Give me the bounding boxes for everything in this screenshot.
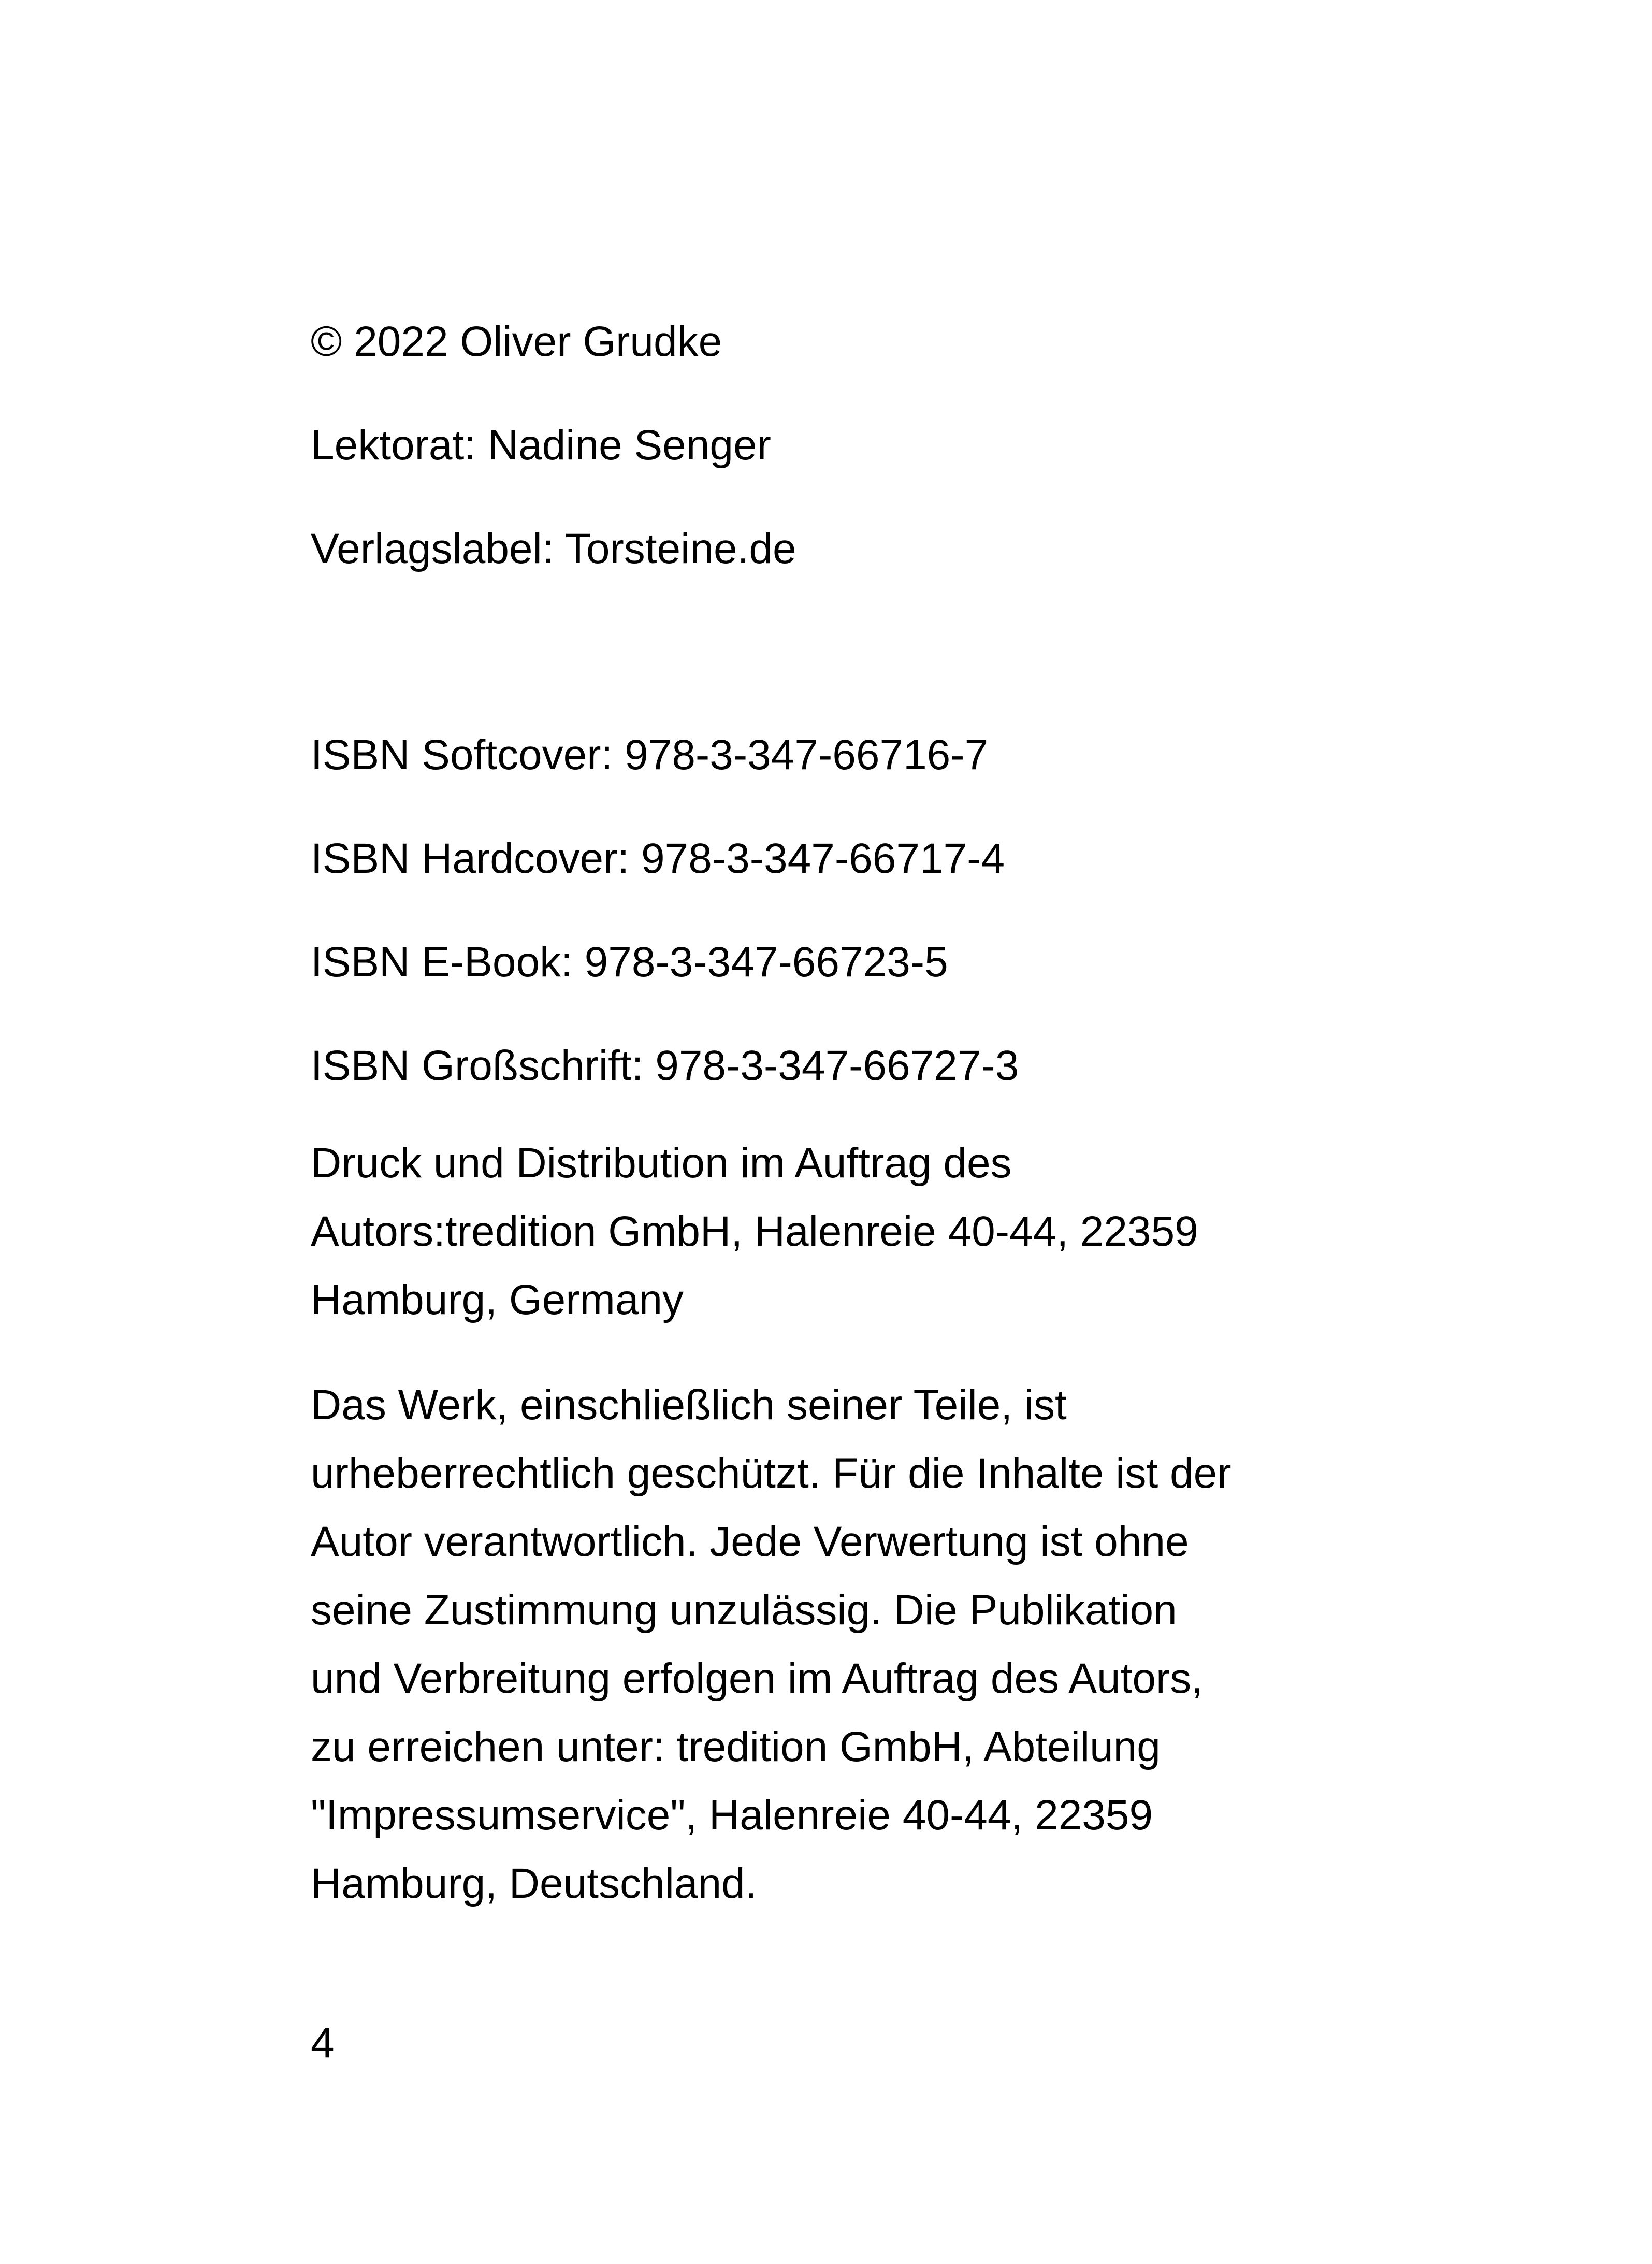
- verlagslabel-line: Verlagslabel: Torsteine.de: [311, 525, 796, 572]
- page-number: 4: [311, 2020, 335, 2067]
- copyright-line: © 2022 Oliver Grudke: [311, 318, 722, 365]
- urheberrecht-paragraph: Das Werk, einschließlich seiner Teile, ist urheberrechtlich geschützt. Für die Inhalte ist der Autor verantwortlich. Jede Verwertung ist ohne seine Zustimmung unzulässig. Die Publikation und Verbreitung erfolgen im Auftrag des Autors, zu erreichen unter: tredition GmbH, Abteilung "Impressumservice", Halenreie 40-44, 22359 Hamburg, Deutschland.: [311, 1381, 1231, 1907]
- isbn-grossschrift-line: ISBN Großschrift: 978-3-347-66727-3: [311, 1042, 1019, 1089]
- isbn-ebook-line: ISBN E-Book: 978-3-347-66723-5: [311, 939, 948, 986]
- isbn-softcover-line: ISBN Softcover: 978-3-347-66716-7: [311, 731, 989, 778]
- druck-distribution-paragraph: Druck und Distribution im Auftrag des Autors:tredition GmbH, Halenreie 40-44, 22359 Hamburg, Germany: [311, 1140, 1198, 1323]
- isbn-hardcover-line: ISBN Hardcover: 978-3-347-66717-4: [311, 835, 1005, 882]
- lektorat-line: Lektorat: Nadine Senger: [311, 422, 771, 469]
